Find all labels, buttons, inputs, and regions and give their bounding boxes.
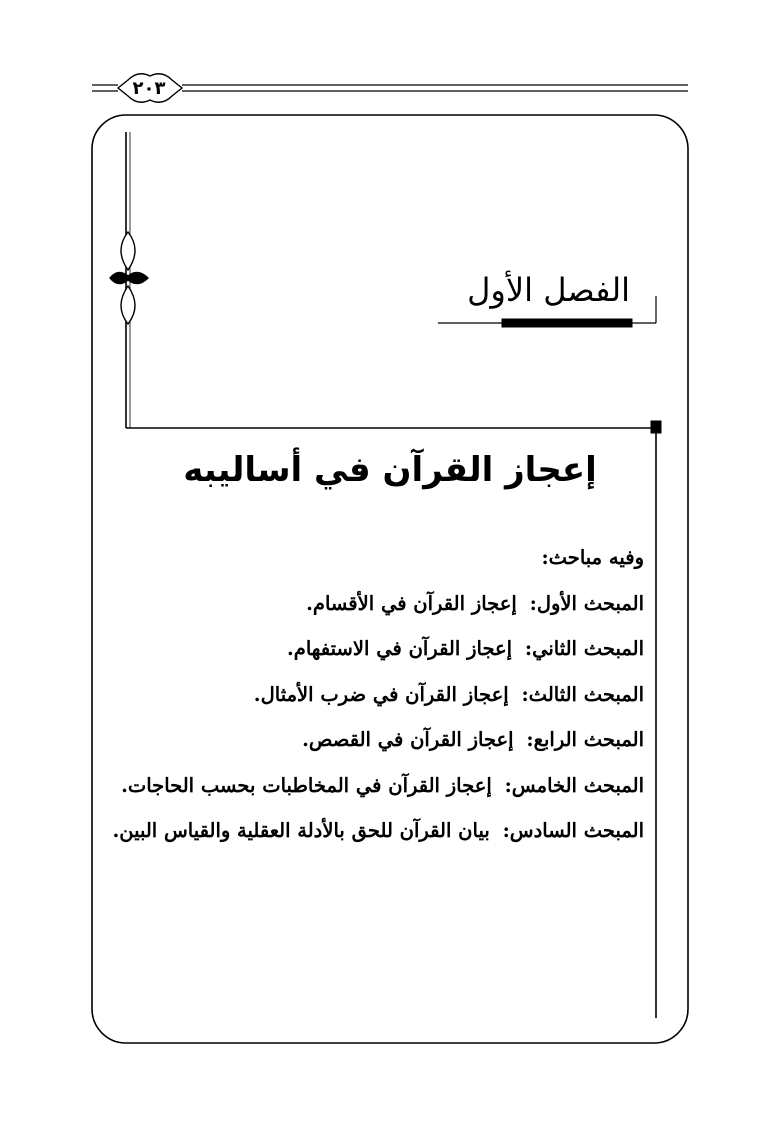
section-label: المبحث الثالث: [521, 682, 644, 706]
list-item [120, 763, 644, 809]
main-heading: إعجاز القرآن في أساليبه [183, 450, 597, 490]
contents-list [112, 535, 644, 854]
contents-intro: وفيه مباحث: [541, 546, 644, 569]
section-text: إعجاز القرآن في ضرب الأمثال. [253, 682, 509, 706]
section-label: المبحث الثاني: [524, 637, 644, 660]
section-label: المبحث الأول: [529, 591, 644, 615]
list-item [120, 717, 644, 763]
list-item [120, 581, 644, 627]
chapter-title: الفصل الأول [467, 271, 630, 309]
section-text: بيان القرآن للحق بالأدلة العقلية والقياس البين. [112, 819, 490, 842]
list-item [120, 672, 644, 718]
section-label: المبحث السادس: [502, 819, 644, 842]
section-label: المبحث الرابع: [526, 728, 644, 751]
list-item [120, 626, 644, 672]
section-label: المبحث الخامس: [504, 773, 644, 797]
section-text: إعجاز القرآن في القصص. [302, 728, 514, 751]
section-text: إعجاز القرآن في الأقسام. [306, 591, 517, 615]
flower-ornament-icon [110, 232, 148, 324]
section-text: إعجاز القرآن في الاستفهام. [287, 637, 513, 660]
section-divider [126, 421, 661, 433]
list-item [112, 808, 644, 854]
page-number: ٢٠٣ [132, 78, 166, 99]
section-text: إعجاز القرآن في المخاطبات بحسب الحاجات. [121, 773, 492, 797]
